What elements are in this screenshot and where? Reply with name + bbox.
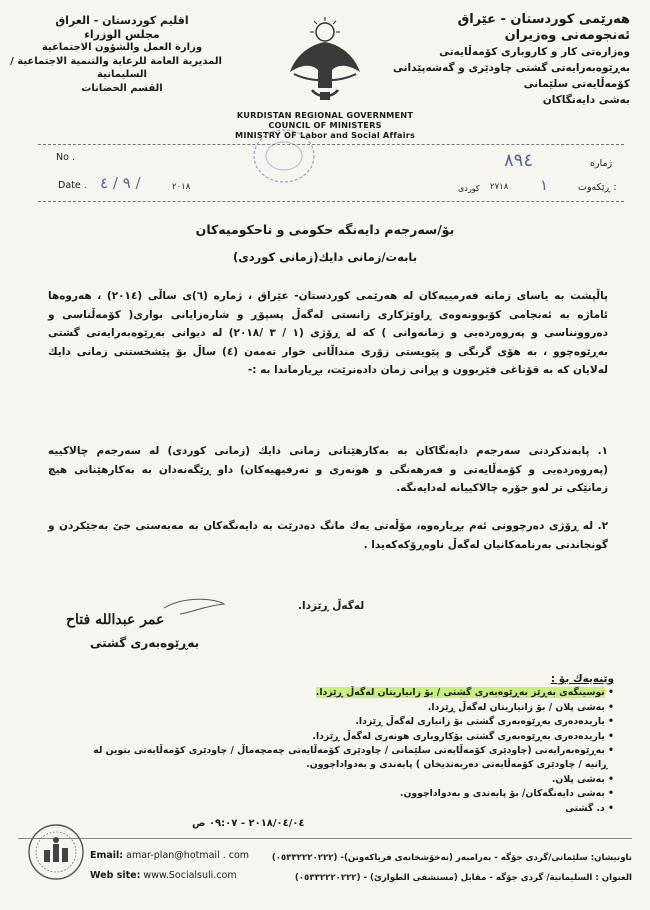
number-label: ژمارە	[590, 158, 613, 169]
handwritten-number: ٨٩٤	[504, 150, 534, 171]
copy-item-text: یاریدەدەری بەڕێوەبەری گشتی بۆكاروباری هونەری لەگەڵ ڕێزدا.	[312, 730, 605, 742]
handwritten-date: ٩ / ٤ /	[100, 174, 141, 192]
arabic-header-line: مجلس الوزراء	[84, 27, 160, 41]
kurdish-header-line: كۆمەڵایەتی سلێمانی	[523, 78, 630, 90]
address-arabic: العنوان : السليمانية/ گردى جۆگە - مقابل (مستشفى الطوارئ) - (٠٥٣٣٢٢٢٠٢٢٢)	[294, 873, 632, 883]
decision-item-2: ٢. لە ڕۆژی دەرچوونی ئەم بڕیارەوە، مۆڵەتی یەك مانگ دەدرێت بە دایەنگەكان بە مەبەستی جێ بەجێكردن و گونجاندنی بەرنامەكانیان لەگەڵ ناوەڕۆكەكەیدا .	[48, 520, 608, 551]
email-link[interactable]: amar-plan@hotmail . com	[126, 850, 250, 861]
date-kurdish-label: ڕێكەوت :	[578, 182, 617, 193]
english-header-line: KURDISTAN REGIONAL GOVERNMENT	[236, 110, 414, 120]
reference-box	[38, 144, 624, 202]
copy-item-text: بەشی پلان / بۆ زانیاریتان لەگەڵ ڕێزدا.	[427, 701, 605, 713]
signatory-title: بەڕێوەبەری گشتی	[90, 636, 200, 650]
kurdish-header-line: ئەنجومەنی وەزیران	[504, 28, 630, 43]
signatory-name: عمر عبدالله فتاح	[66, 612, 165, 628]
copy-item-text: د. گشتی	[565, 802, 605, 814]
arabic-header-line: القسم الحضانات	[81, 82, 163, 94]
kurdish-header-line: وەزارەتی كار و كاروباری كۆمەڵایەتی	[439, 46, 630, 58]
date-label: Date .	[58, 180, 87, 191]
letter-paragraph: پاڵپشت بە یاسای زمانە فەرمییەكان لە هەرێمی كوردستان- عێراق ، ژمارە (٦)ی ساڵی (٢٠١٤) ، هەروەها ئاماژە بە ئەنجامی كۆبوونەوەی ڕاوێژكاری زانستی لەگەڵ پسپۆڕ و شارەزایانی بواری( كۆمەڵناسی و دەروونناسی و پەروەردەیی و زمانەوانی ) كە لە ڕۆژی (١ / ٣ /٢٠١٨) لە دیوانی بەڕێوەبەرایەتی گشتی بەڕێوەچوو ، بە هۆی گرنگی و پێویستی زۆری منداڵانی خوار تەمەن (٤) ساڵ بۆ پێشخستنی زمانی دایك لەلایان كە بە قۆناغی فێربوون و پڕانی زمان دادەنرێت، بڕیارماندا بە :-	[48, 290, 608, 376]
copy-item-text: بەڕێوەبەرایەتی (چاودێری كۆمەڵایەتی سلێمانی / چاودێری كۆمەڵایەتی چەمچەماڵ / چاودێری كۆمەڵایەتی بتوین لە	[93, 745, 605, 757]
letter-recipient: بۆ/سەرجەم دایەنگە حكومی و ناحكومیەكان	[195, 222, 455, 237]
copy-item-text: نوسینگەی بەڕێز بەڕێوەبەری گشتی / بۆ زانیاریتان لەگەڵ ڕێزدا.	[315, 687, 605, 699]
copy-item: • د. گشتی	[565, 802, 614, 814]
kurdish-header-line: هەرێمی کوردستان - عێراق	[457, 12, 630, 27]
ministry-seal-icon	[26, 822, 86, 882]
copy-item: • یاریدەدەری بەڕێوەبەری گشتی بۆ زانیاری لەگەڵ ڕێزدا.	[355, 716, 614, 728]
email-label: Email:	[90, 850, 124, 861]
copy-item: • نوسینگەی بەڕێز بەڕێوەبەری گشتی / بۆ زانیاریتان لەگەڵ ڕێزدا.	[315, 687, 614, 699]
copy-item-text: بەشی دایەنگەكان/ بۆ پابەندی و بەدواداچوون.	[399, 788, 605, 800]
website-link[interactable]: www.Socialsuli.com	[143, 870, 237, 881]
website-label: Web site:	[90, 870, 141, 881]
arabic-header-line: السليمانية	[97, 69, 147, 80]
copy-item: • بەشی پلان.	[551, 773, 614, 785]
arabic-header-line: المديرية العامة للرعاية والتنمية الاجتماعية /	[10, 55, 222, 67]
footer-address	[192, 848, 632, 888]
decision-item-1: ١. پابەندكردنی سەرجەم دایەنگاكان بە بەكارهێنانی زمانی دایك (زمانی كوردی) لە سەرجەم چالاكییە (پەروەردەیی و كۆمەڵایەتی و فەرهەنگی و هونەری و تەرفیهیەكان) داو ڕێگەنەدان بە بەكارهێنانی هیچ زمانێكی تر لەو جۆرە چالاكییانە لەدایەنگە.	[48, 445, 608, 494]
arabic-header	[10, 14, 222, 95]
kurdi-label: كوردی	[458, 184, 480, 193]
arabic-header-line: اقليم كوردستان - العراق	[55, 14, 189, 27]
year-kurdish: ٢٧١٨	[490, 182, 509, 192]
copy-item-continued	[100, 758, 614, 772]
letter-subject: بابەت/زمانی دایك(زمانی كوردی)	[232, 250, 418, 264]
english-header-line: MINISTRY OF Labor and Social Affairs	[234, 130, 416, 140]
copy-item: • بەشی پلان / بۆ زانیاریتان لەگەڵ ڕێزدا.	[427, 701, 614, 713]
copies-heading: وێنەیەك بۆ :	[550, 673, 614, 685]
copies-list	[93, 672, 614, 816]
kurdish-header-line: بەشی دایەنگاكان	[542, 94, 630, 106]
copy-item: • یاریدەدەری بەڕێوەبەری گشتی بۆكاروباری هونەری لەگەڵ ڕێزدا.	[312, 730, 614, 742]
regards-text: لەگەڵ ڕێزدا.	[298, 600, 365, 612]
kurdish-header-line: بەڕێوەبەرایەتی گشتی چاودێری و گەشەپێدانی	[392, 62, 630, 74]
krg-emblem-icon	[282, 14, 368, 106]
copy-item-text: بەشی پلان.	[551, 773, 605, 785]
copy-item: • بەڕێوەبەرایەتی (چاودێری كۆمەڵایەتی سلێمانی / چاودێری كۆمەڵایەتی چەمچەماڵ / چاودێری كۆمەڵایەتی بتوین لە	[93, 745, 614, 757]
address-kurdish: ناونیشان: سلێمانی/گردی جۆگە - بەرامبەر (نەخۆشخانەی فریاكەوتن)- (٠٥٣٣٢٢٢٠٢٢٢)	[271, 853, 632, 863]
copy-item: • بەشی دایەنگەكان/ بۆ پابەندی و بەدواداچوون.	[399, 788, 614, 800]
date-year: ٢٠١٨	[172, 182, 191, 192]
kurdish-header	[392, 12, 630, 108]
arabic-header-line: وزارة العمل والشؤون الاجتماعية	[41, 42, 203, 53]
english-header-line: COUNCIL OF MINISTERS	[268, 120, 382, 130]
no-label: No .	[56, 152, 75, 163]
print-timestamp: ٢٠١٨/٠٤/٠٤ - ٠٩:٠٧ ص	[192, 818, 305, 829]
copy-item-text: ڕانیە / چاودێری كۆمەڵایەتی دەربەندیخان ) پابەندی و بەدواداچوون.	[306, 759, 608, 771]
government-emblem-block	[220, 14, 430, 140]
footer-divider	[18, 838, 632, 839]
copy-item-text: یاریدەدەری بەڕێوەبەری گشتی بۆ زانیاری لەگەڵ ڕێزدا.	[355, 716, 605, 728]
handwritten-kurdish-date: ١	[540, 176, 549, 194]
